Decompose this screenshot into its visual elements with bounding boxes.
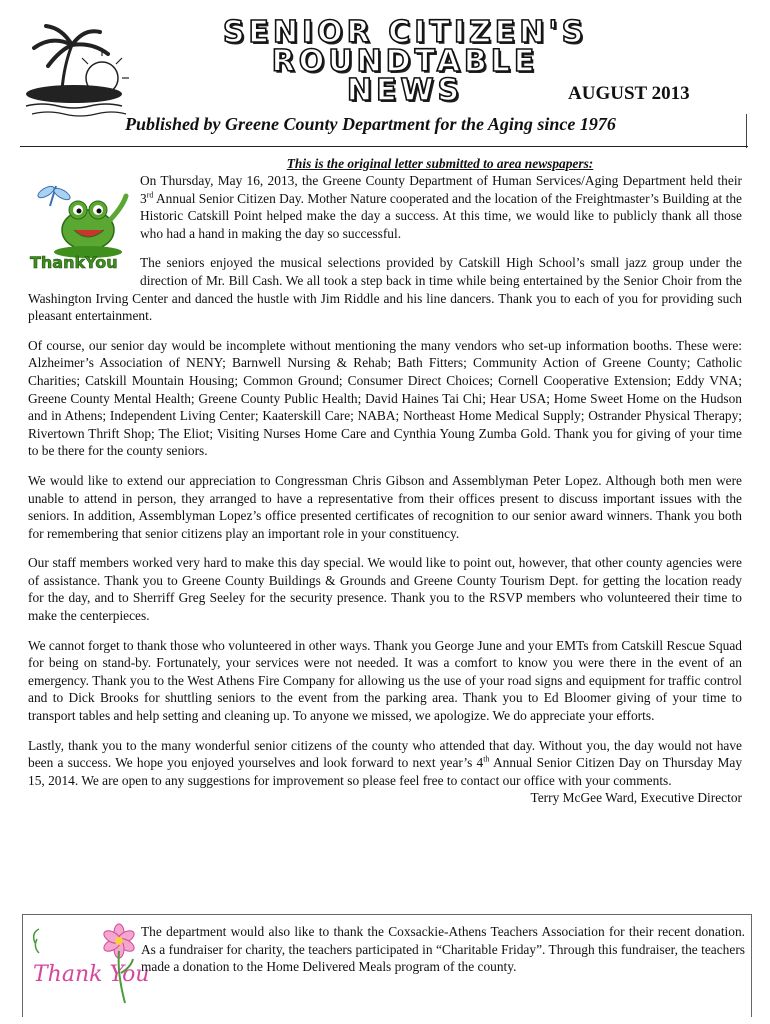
- thank-you-box: [22, 914, 752, 1017]
- paragraph-2: The seniors enjoyed the musical selections provided by Catskill High School’s small jazz group under the direction of Mr. Bill Cash. We all took a step back in time while being entertained by the Senior Choir from the Washington Irving Center and danced the hustle with Jim Riddle and his line dancers. Thank you to each of you for providing such pleasant entertainment.: [28, 255, 742, 324]
- flower-thank-you-art: [29, 923, 150, 1009]
- letter-article: [28, 155, 742, 807]
- paragraph-7: Lastly, thank you to the many wonderful senior citizens of the county who attended that day. Without you, the day would not have been a success. We hope you enjoyed yourselves and look forward to next year’s 4th Annual Senior Citizen Day on Thursday May 15, 2014. We are open to any suggestions for improvement so please feel free to contact our office with your comments. Terry McGee Ward, Executive Director: [28, 737, 743, 806]
- publisher-line: Published by Greene County Department for the Aging since 1976: [125, 114, 616, 134]
- issue-date: AUGUST 2013: [568, 83, 690, 104]
- frog-thank-you-art: [28, 172, 136, 284]
- paragraph-5: Our staff members worked very hard to make this day special. We would like to point out, however, that other county agencies were of assistance. Thank you to Greene County Buildings & Grounds and Greene County Tourism Dept. for getting the location ready for the day, and to Sherriff Greg Seeley for the security presence. Thank you to the RSVP members who volunteered their time to make the centerpieces.: [28, 555, 742, 624]
- title-line-2: ROUNDTABLE: [271, 44, 539, 79]
- vertical-rule: [746, 114, 747, 148]
- header-divider: [20, 146, 748, 147]
- svg-text:ThankYou: ThankYou: [30, 253, 118, 272]
- signature: Terry McGee Ward, Executive Director: [530, 790, 742, 806]
- paragraph-6: We cannot forget to thank those who volunteered in other ways. Thank you George June and your EMTs from Catskill Rescue Squad for being on stand-by. Fortunately, your services were not needed. It was a comfort to know you were there in the event of an emergency. Thank you to the West Athens Fire Company for allowing us the use of your road signs and equipment for traffic control and to Dick Brooks for shuttling seniors to the event from the parking area. Thank you to Ed Bloomer giving of your time to transport tables and help setting and cleaning up. To anyone we missed, we apologize. We do appreciate your efforts.: [28, 637, 742, 724]
- donation-note: The department would also like to thank the Coxsackie-Athens Teachers Association for their recent donation. As a fundraiser for charity, the teachers participated in “Charitable Friday”. Through this fundraiser, the teachers made a donation to the Home Delivered Meals program of the county.: [141, 924, 745, 975]
- dragonfly-icon: [36, 184, 72, 206]
- title-line-3: NEWS: [346, 73, 464, 108]
- svg-text:Thank You: Thank You: [33, 962, 150, 987]
- title-line-1: SENIOR CITIZEN'S: [222, 15, 588, 50]
- paragraph-1: On Thursday, May 16, 2013, the Greene County Department of Human Services/Aging Department held their 3rd Annual Senior Citizen Day. Mother Nature cooperated and the location of the Freightmaster’s Building at the Historic Catskill Point helped make the day a success. At this time, we would like to publicly thank all those who had a hand in making the day so successful.: [140, 173, 742, 241]
- paragraph-3: Of course, our senior day would be incomplete without mentioning the many vendors who set-up information booths. These were: Alzheimer’s Association of NENY; Barnwell Nursing & Rehab; Bath Fitters; Community Action of Greene County; Catholic Charities; Catskill Mountain Housing; Common Ground; Consumer Direct Choices; Cornell Cooperative Extension; Eddy VNA; Greene County Mental Health; Greene County Public Health; David Haines Tai Chi; Hear USA; Home Sweet Home on the Hudson and in Athens; Independent Living Center; Kaaterskill Care; NABA; Northeast Home Medical Supply; Ostrander Physical Therapy; Rivertown Thrift Shop; The Eliot; Visiting Nurses Home Care and Cynthia Young Zumba Gold. Thank you for giving of your time to be there for the county seniors.: [28, 337, 742, 459]
- frog-icon: [28, 172, 136, 284]
- article-subhead: This is the original letter submitted to area newspapers:: [286, 156, 594, 171]
- paragraph-4: We would like to extend our appreciation to Congressman Chris Gibson and Assemblyman Peter Lopez. Although both men were unable to attend in person, they arranged to have a representative from their offices present to discuss important issues with the seniors. In addition, Assemblyman Lopez’s office presented certificates of recognition to our senior award winners. Thank you both for remembering that senior citizens play an important role in your constituency.: [28, 472, 742, 541]
